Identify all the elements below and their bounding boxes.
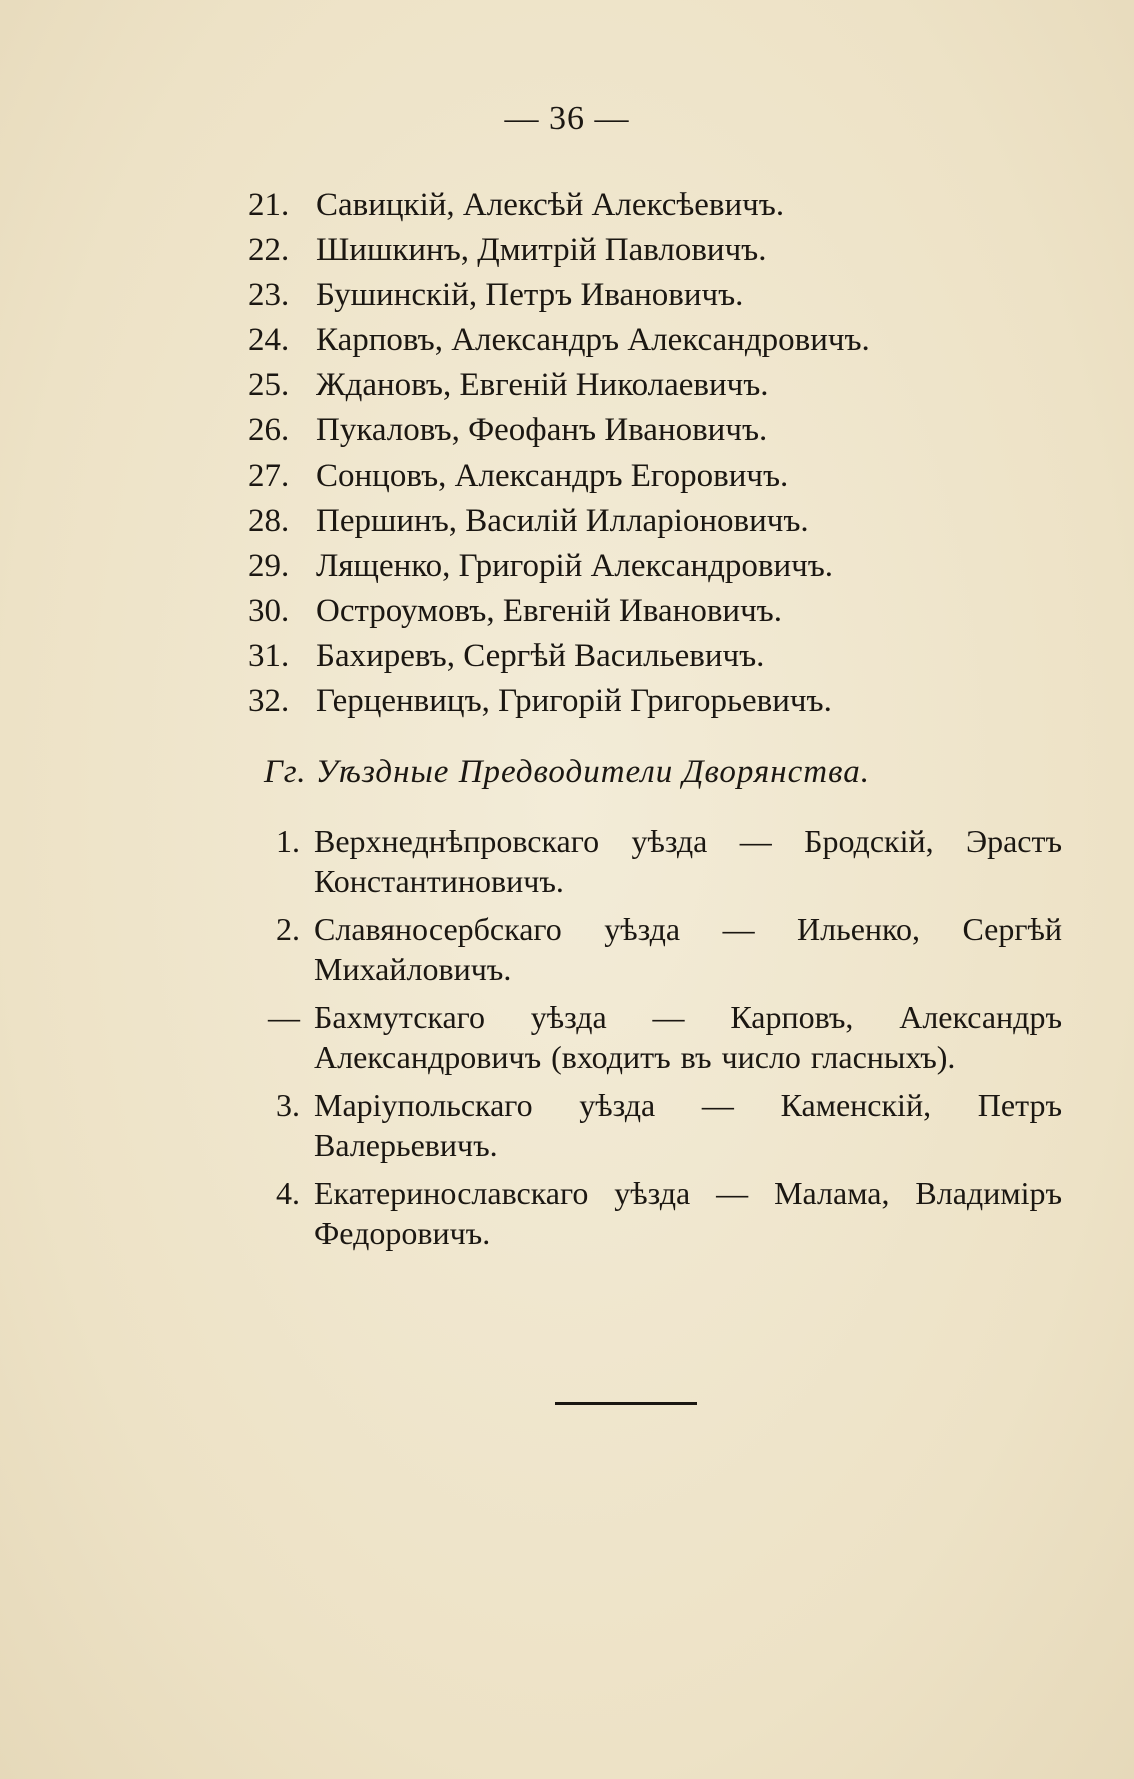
item-number: 25.: [248, 367, 290, 404]
list-item: [248, 408, 1008, 453]
list-item: [248, 183, 1008, 228]
closing-rule: [555, 1402, 697, 1405]
item-number: 30.: [248, 592, 290, 629]
list-item: [248, 679, 1008, 724]
item-text: Бахмутскаго уѣзда — Карповъ, Александръ Александровичъ (входитъ въ число гласныхъ).: [314, 999, 1062, 1075]
list-item: [256, 1085, 1062, 1165]
list-item: [248, 228, 1008, 273]
item-number: 2.: [276, 911, 300, 947]
list-item: [248, 454, 1008, 499]
item-name: Першинъ, Василій Илларіоновичъ.: [316, 502, 809, 539]
list-item: [248, 544, 1008, 589]
list-item: [248, 499, 1008, 544]
item-text: Екатеринославскаго уѣзда — Малама, Владиміръ Федоровичъ.: [314, 1175, 1062, 1251]
list-item: [248, 318, 1008, 363]
item-number: —: [268, 999, 300, 1035]
list-item: [256, 1173, 1062, 1253]
list-item: [256, 909, 1062, 989]
item-number: 22.: [248, 232, 290, 269]
item-name: Савицкій, Алексѣй Алексѣевичъ.: [316, 187, 785, 223]
item-number: 23.: [248, 277, 290, 314]
item-name: Лященко, Григорій Александровичъ.: [316, 547, 834, 584]
item-name: Ждановъ, Евгеній Николаевичъ.: [316, 367, 769, 404]
item-number: 21.: [248, 187, 290, 223]
item-number: 32.: [248, 683, 290, 720]
list-item: [248, 589, 1008, 634]
item-name: Пукаловъ, Феофанъ Ивановичъ.: [316, 412, 768, 449]
page-number: — 36 —: [504, 100, 630, 137]
item-number: 24.: [248, 322, 290, 359]
item-number: 28.: [248, 502, 290, 539]
item-name: Шишкинъ, Дмитрій Павловичъ.: [316, 232, 767, 269]
item-number: 31.: [248, 637, 290, 674]
list-item: [248, 634, 1008, 679]
item-number: 4.: [276, 1175, 300, 1211]
marshal-list: [256, 821, 1062, 1261]
item-number: 1.: [276, 823, 300, 859]
item-number: 3.: [276, 1087, 300, 1123]
item-name: Бушинскій, Петръ Ивановичъ.: [316, 277, 744, 314]
section-heading: Гг. Уѣздные Предводители Дворянства.: [264, 754, 870, 790]
item-name: Герценвицъ, Григорій Григорьевичъ.: [316, 683, 832, 720]
item-number: 29.: [248, 547, 290, 584]
list-item: [256, 821, 1062, 901]
list-item: [248, 273, 1008, 318]
item-text: Верхнеднѣпровскаго уѣзда — Бродскій, Эрастъ Константиновичъ.: [314, 823, 1062, 899]
item-text: Славяносербскаго уѣзда — Ильенко, Сергѣй Михайловичъ.: [314, 911, 1062, 987]
item-name: Бахиревъ, Сергѣй Васильевичъ.: [316, 637, 765, 674]
item-number: 27.: [248, 457, 290, 494]
list-item: [248, 363, 1008, 408]
list-item: [256, 997, 1062, 1077]
member-list: [248, 183, 1008, 724]
item-text: Маріупольскаго уѣзда — Каменскій, Петръ Валерьевичъ.: [314, 1087, 1062, 1163]
item-number: 26.: [248, 412, 290, 449]
item-name: Остроумовъ, Евгеній Ивановичъ.: [316, 592, 782, 629]
item-name: Карповъ, Александръ Александровичъ.: [316, 322, 870, 359]
item-name: Сонцовъ, Александръ Егоровичъ.: [316, 457, 789, 494]
